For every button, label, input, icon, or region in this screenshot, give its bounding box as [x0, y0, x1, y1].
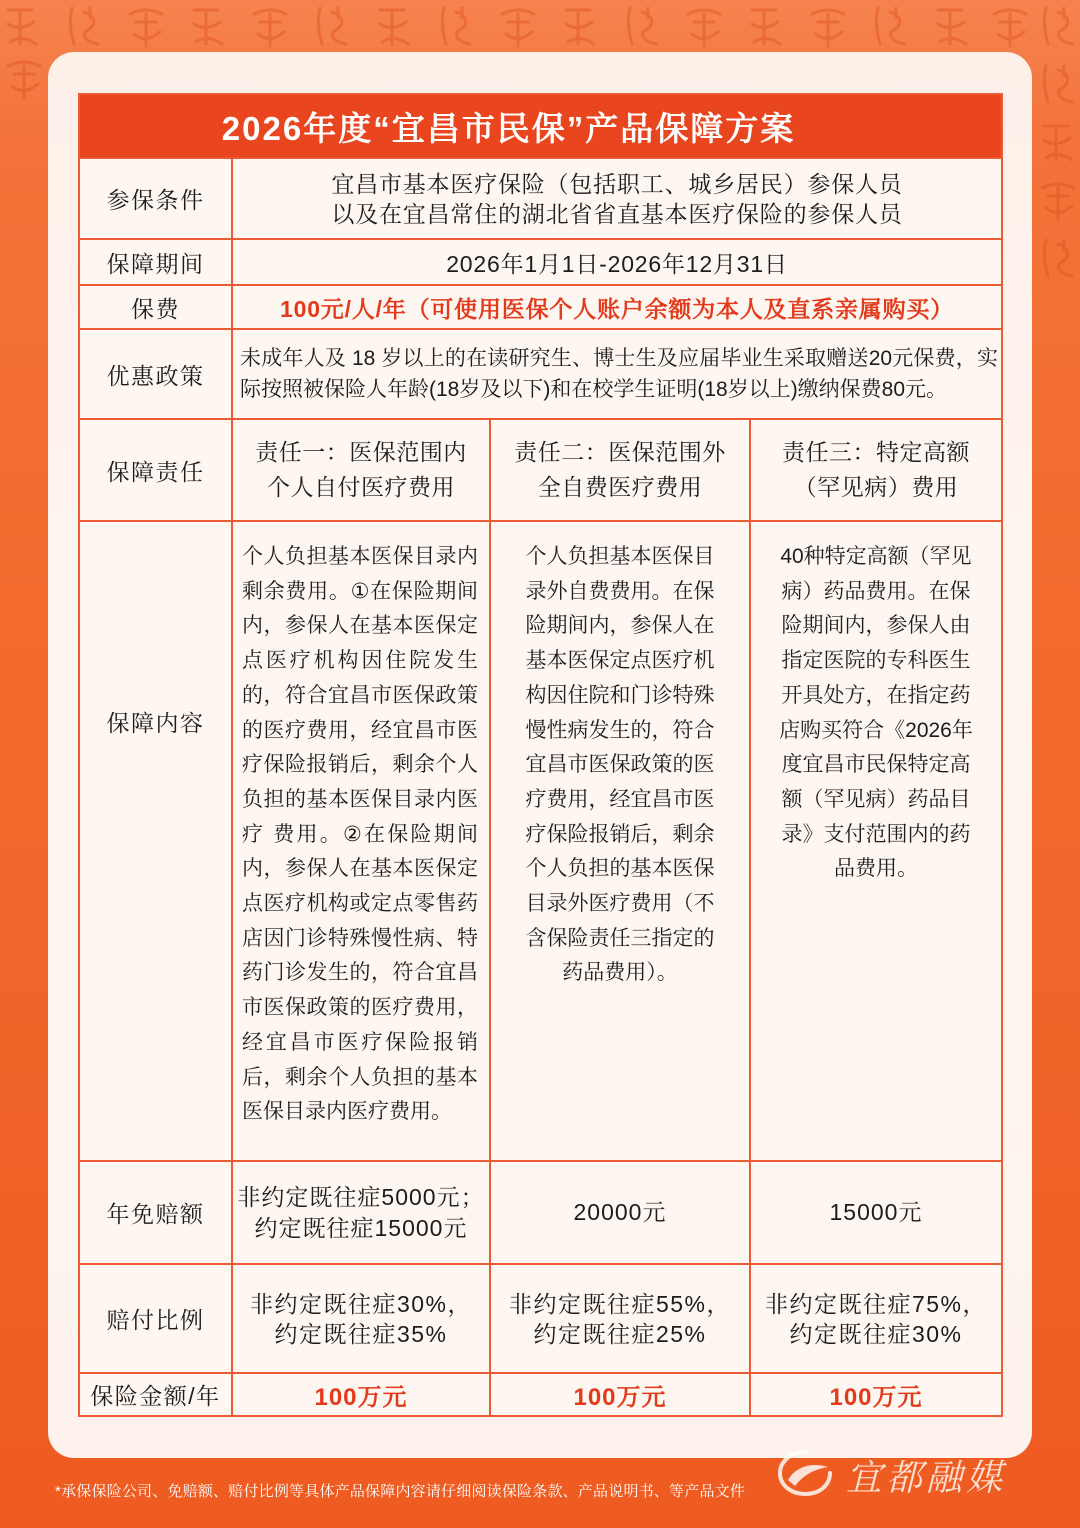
disclaimer-note: *承保保险公司、免赔额、赔付比例等具体产品保障内容请仔细阅读保险条款、产品说明书、等产品文件: [55, 1483, 746, 1500]
coverage-line: 险期间内，参保人由: [781, 614, 971, 638]
premium-value: 100元/人/年（可使用医保个人账户余额为本人及直系亲属购买）: [233, 286, 1001, 328]
coverage-line: 点医疗机构因住院发生: [242, 649, 478, 673]
seal-glyph: [442, 8, 470, 44]
coverage-line: 慢性病发生的，符合: [525, 718, 715, 742]
payout-ratio-line: 非约定既往症30%，: [249, 1290, 473, 1317]
coverage-line: 药品费用）。: [562, 961, 678, 985]
coverage-line: 疗保险报销后，剩余个人: [242, 753, 478, 777]
coverage-1: [233, 522, 489, 1160]
seal-glyph: [994, 10, 1026, 46]
coverage-line: 构因住院和门诊特殊: [525, 683, 715, 707]
coverage-line: 40种特定高额（罕见: [780, 545, 972, 568]
liability-line: （罕见病）费用: [793, 474, 959, 500]
coverage-line: 基本医保定点医疗机: [525, 649, 715, 673]
coverage-line: 个人负担基本医保目录内: [242, 545, 478, 568]
sum-insured-3: 100万元: [751, 1374, 1001, 1415]
seal-glyph: [502, 10, 534, 46]
logo-wordmark: 宜都融媒: [846, 1458, 1007, 1499]
seal-glyph: [254, 10, 286, 46]
coverage-line: 险期间内，参保人在: [525, 614, 715, 638]
seal-glyph: [8, 10, 36, 44]
liability-line: 责任三：特定高额: [782, 439, 970, 465]
coverage-line: 额（罕见病）药品目: [781, 787, 971, 811]
payout-ratio-2: [491, 1265, 749, 1372]
coverage-line: 度宜昌市民保特定高: [781, 753, 971, 777]
eligibility-value: [233, 159, 1001, 238]
coverage-3: [751, 522, 1001, 1160]
eligibility-line: 以及在宜昌常住的湖北省省直基本医疗保险的参保人员: [331, 200, 903, 227]
deductible-2: [491, 1162, 749, 1263]
row-label-premium: 保费: [80, 286, 231, 328]
table-title: 2026年度“宜昌市民保”产品保障方案: [80, 95, 1001, 157]
coverage-line: 的医疗费用，经宜昌市医: [242, 718, 478, 742]
coverage-line: 疗费用，经宜昌市医: [525, 787, 715, 811]
payout-ratio-line: 约定既往症25%: [533, 1320, 707, 1347]
logo-swoosh: [788, 1465, 828, 1486]
coverage-line: 疗 费用。②在保险期间: [242, 822, 478, 846]
coverage-line: 负担的基本医保目录内医: [242, 787, 478, 811]
row-label-coverage: 保障内容: [80, 522, 231, 1160]
seal-glyph: [1042, 184, 1074, 220]
discount-line: 际按照被保险人年龄(18岁及以下)和在校学生证明(18岁以上)缴纳保费80元。: [240, 378, 948, 401]
coverage-line: 疗保险报销后，剩余: [525, 822, 715, 846]
seal-glyph: [752, 10, 780, 44]
deductible-line: 20000元: [573, 1199, 667, 1225]
seal-glyph: [1044, 126, 1072, 160]
liability-line: 个人自付医疗费用: [267, 474, 455, 500]
coverage-line: 点医疗机构或定点零售药: [242, 892, 478, 916]
coverage-line: 品费用。: [834, 857, 918, 881]
coverage-line: 个人负担的基本医保: [525, 857, 715, 881]
liability-3: [751, 420, 1001, 520]
payout-ratio-line: 非约定既往症55%，: [508, 1290, 732, 1317]
payout-ratio-1: [233, 1265, 489, 1372]
row-label-eligibility: 参保条件: [80, 159, 231, 238]
liability-line: 责任二：医保范围外: [514, 439, 726, 465]
coverage-line: 指定医院的专科医生: [781, 649, 971, 673]
eligibility-line: 宜昌市基本医疗保险（包括职工、城乡居民）参保人员: [331, 170, 903, 197]
payout-ratio-line: 约定既往症35%: [274, 1320, 448, 1347]
row-label-discount: 优惠政策: [80, 330, 231, 418]
coverage-line: 目录外医疗费用（不: [525, 892, 715, 916]
coverage-line: 的，符合宜昌市医保政策: [242, 683, 478, 707]
liability-2: [491, 420, 749, 520]
payout-ratio-line: 非约定既往症75%，: [764, 1290, 988, 1317]
coverage-line: 市医保政策的医疗费用，: [242, 996, 478, 1020]
row-label-payout-ratio: 赔付比例: [80, 1265, 231, 1372]
sum-insured-2: 100万元: [491, 1374, 749, 1415]
deductible-line: 约定既往症15000元: [254, 1214, 468, 1241]
seal-glyph: [628, 8, 656, 44]
seal-glyph: [566, 10, 594, 44]
seal-glyph: [876, 8, 904, 44]
liability-line: 全自费医疗费用: [537, 474, 703, 500]
coverage-line: 个人负担基本医保目: [525, 545, 715, 568]
logo-swirl-icon: [776, 1448, 834, 1498]
deductible-line: 非约定既往症5000元；: [237, 1183, 485, 1210]
sum-insured-1: 100万元: [233, 1374, 489, 1415]
coverage-line: 医保目录内医疗费用。: [242, 1100, 452, 1124]
seal-glyph: [8, 62, 40, 98]
coverage-line: 店因门诊特殊慢性病、特: [242, 926, 478, 950]
period-value: 2026年1月1日-2026年12月31日: [233, 240, 1001, 284]
payout-ratio-line: 约定既往症30%: [789, 1320, 963, 1347]
seal-glyph: [70, 8, 98, 44]
coverage-plan-table: [78, 93, 1003, 1417]
row-label-period: 保障期间: [80, 240, 231, 284]
seal-glyph: [1044, 8, 1072, 44]
payout-ratio-3: [751, 1265, 1001, 1372]
coverage-line: 宜昌市医保政策的医: [525, 753, 715, 777]
coverage-line: 剩余费用。①在保险期间: [242, 579, 478, 603]
deductible-1: [233, 1162, 489, 1263]
seal-glyph: [938, 10, 966, 44]
row-label-liability: 保障责任: [80, 420, 231, 520]
seal-glyph: [318, 8, 346, 44]
row-label-deductible: 年免赔额: [80, 1162, 231, 1263]
coverage-line: 开具处方，在指定药: [781, 683, 971, 707]
coverage-line: 录外自费费用。在保: [525, 579, 715, 603]
deductible-line: 15000元: [829, 1199, 923, 1225]
coverage-line: 药门诊发生的，符合宜昌: [242, 961, 478, 985]
coverage-2: [491, 522, 749, 1160]
liability-1: [233, 420, 489, 520]
brand-logo: [776, 1444, 1020, 1502]
coverage-line: 店购买符合《2026年: [779, 718, 973, 742]
coverage-line: 录》支付范围内的药: [781, 822, 971, 846]
liability-line: 责任一：医保范围内: [255, 439, 467, 465]
seal-glyph: [688, 10, 720, 46]
seal-glyph: [1044, 240, 1072, 276]
discount-value: [233, 330, 1001, 418]
seal-glyph: [130, 10, 162, 46]
coverage-line: 内，参保人在基本医保定: [242, 857, 478, 881]
coverage-line: 病）药品费用。在保: [781, 579, 971, 603]
seal-glyph: [1044, 66, 1072, 102]
seal-glyph: [194, 10, 222, 44]
content-card: [48, 52, 1032, 1458]
coverage-line: 含保险责任三指定的: [525, 926, 715, 950]
row-label-sum-insured: 保险金额/年: [80, 1374, 231, 1415]
seal-glyph: [812, 10, 844, 46]
coverage-line: 内，参保人在基本医保定: [242, 614, 478, 638]
discount-line: 未成年人及 18 岁以上的在读研究生、博士生及应届毕业生采取赠送20元保费，实: [240, 347, 998, 370]
seal-glyph: [380, 10, 408, 44]
coverage-line: 后，剩余个人负担的基本: [242, 1065, 478, 1089]
deductible-3: [751, 1162, 1001, 1263]
coverage-line: 经宜昌市医疗保险报销: [242, 1030, 478, 1054]
